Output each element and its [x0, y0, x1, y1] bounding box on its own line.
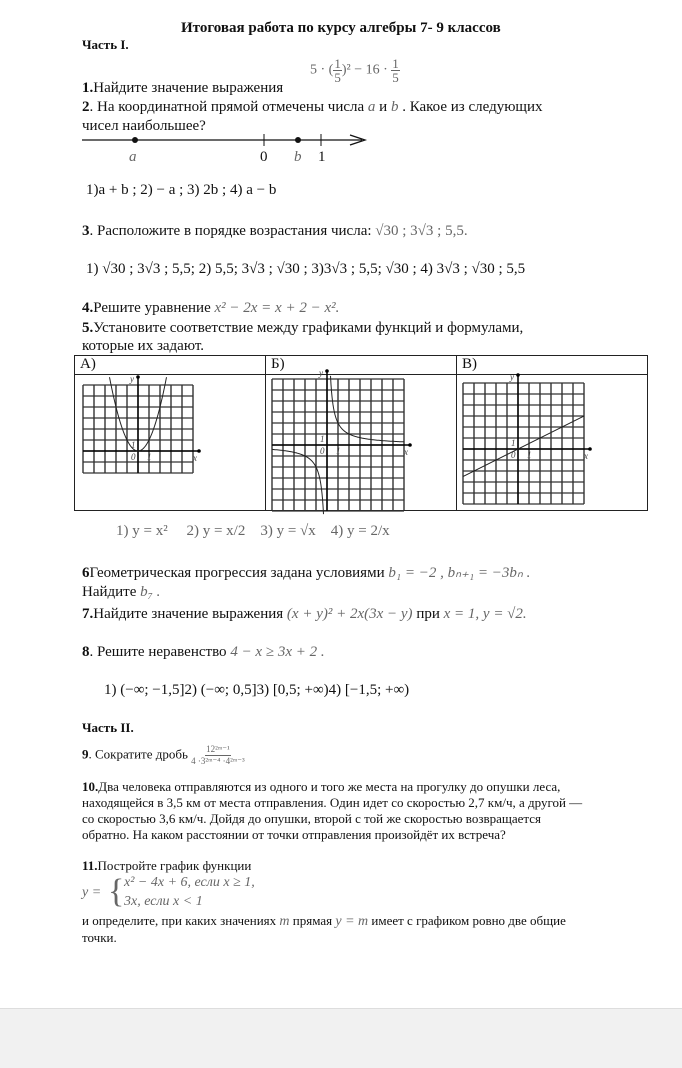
part-2-heading: Часть II. — [82, 720, 134, 735]
q11-case-1: x² − 4x + 6, если x ≥ 1, — [124, 875, 255, 890]
unit-x-label: 1 — [527, 450, 532, 460]
axis-label-1: 1 — [318, 149, 326, 165]
axis-label-a: a — [129, 149, 137, 165]
graph-header-b: Б) — [266, 356, 457, 375]
question-1: 1.Найдите значение выражения — [82, 80, 284, 96]
axis-label-b: b — [294, 149, 302, 165]
number-line — [80, 130, 380, 170]
question-5-line2: которые их задают. — [82, 338, 205, 354]
axis-arrow — [197, 449, 201, 453]
unit-y-label: 1 — [131, 440, 136, 450]
unit-x-label: 1 — [147, 452, 152, 462]
question-2-options: 1)a + b ; 2) − a ; 3) 2b ; 4) a − b — [86, 182, 277, 198]
question-10-line4: обратно. На каком расстоянии от точки отправления произойдёт их встреча? — [82, 827, 506, 842]
x-label: x — [584, 451, 588, 461]
question-11: 11.Постройте график функции — [82, 858, 252, 873]
x-label: x — [404, 447, 408, 457]
graph-header-v: В) — [457, 356, 648, 375]
question-2-line2: чисел наибольшее? — [82, 118, 206, 134]
question-11-line4: точки. — [82, 930, 117, 945]
axis-arrow — [136, 375, 140, 379]
question-10: 10.Два человека отправляются из одного и того же места на прогулку до опушки леса, — [82, 779, 561, 794]
y-label: y — [130, 374, 134, 384]
question-6-line2: Найдите b₇ . — [82, 584, 161, 600]
question-4: 4.Решите уравнение x² − 2x = x + 2 − x². — [82, 300, 340, 316]
question-3: 3. Расположите в порядке возрастания числа: √30 ; 3√3 ; 5,5. — [82, 223, 468, 239]
graph-line — [457, 372, 647, 505]
question-8: 8. Решите неравенство 4 − x ≥ 3x + 2 . — [82, 644, 325, 660]
unit-y-label: 1 — [511, 438, 516, 448]
graph-parabola — [75, 375, 265, 505]
axis-arrow — [325, 369, 329, 373]
question-9: 9. Сократите дробь $\frac{\text{12²ᵐ⁻¹}}{\text{4 ·3²ᵐ⁻⁴ ·4²ᵐ⁻³}}$ — [82, 744, 245, 766]
axis-label-0: 0 — [260, 149, 268, 165]
axis-arrow — [588, 447, 592, 451]
q5-formulas: 1) y = x² 2) y = x/2 3) y = √x 4) y = 2/x — [116, 523, 390, 539]
q1-expression: 5 · ( $\frac{1}{5}$ )² − 16 · $\frac{1}{5}$ — [310, 56, 399, 85]
x-label: x — [193, 453, 197, 463]
part-1-heading: Часть I. — [82, 37, 129, 52]
brace: { — [108, 873, 125, 910]
unit-y-label: 1 — [320, 434, 325, 444]
function-curve — [463, 416, 584, 477]
y-label: y — [510, 372, 514, 382]
question-11-line3: и определите, при каких значениях m прямая y = m имеет с графиком ровно две общие — [82, 913, 566, 929]
question-2: 2. На координатной прямой отмечены числа a и b . Какое из следующих — [82, 99, 543, 115]
graph-header-a: А) — [75, 356, 266, 375]
viewer-footer — [0, 1009, 682, 1068]
unit-x-label: 1 — [336, 446, 341, 456]
graphs-table — [74, 355, 648, 511]
axis-arrow — [516, 373, 520, 377]
question-8-options: 1) (−∞; −1,5]2) (−∞; 0,5]3) [0,5; +∞)4) [−1,5; +∞) — [104, 682, 410, 698]
document-title: Итоговая работа по курсу алгебры 7- 9 классов — [181, 20, 501, 36]
q11-case-2: 3x, если x < 1 — [124, 894, 203, 909]
axis-arrow — [408, 443, 412, 447]
graph-hyperbola — [266, 368, 456, 505]
origin-label: 0 — [320, 446, 325, 456]
question-7: 7.Найдите значение выражения (x + y)² + 2x(3x − y) при x = 1, y = √2. — [82, 606, 527, 622]
q11-y: y = — [82, 885, 102, 900]
y-label: y — [319, 368, 323, 378]
question-5: 5.Установите соответствие между графиками функций и формулами, — [82, 320, 524, 336]
origin-label: 0 — [131, 452, 136, 462]
question-10-line2: находящейся в 3,5 км от места отправления. Один идет со скоростью 2,7 км/ч, а другой — — [82, 795, 583, 810]
question-6: 6Геометрическая прогрессия задана условиями b₁ = −2 , bₙ₊₁ = −3bₙ . — [82, 565, 531, 581]
question-10-line3: со скоростью 3,6 км/ч. Дойдя до опушки, второй с той же скоростью возвращается — [82, 811, 541, 826]
question-3-options: 1) √30 ; 3√3 ; 5,5; 2) 5,5; 3√3 ; √30 ; 3)3√3 ; 5,5; √30 ; 4) 3√3 ; √30 ; 5,5 — [86, 261, 526, 277]
origin-label: 0 — [511, 450, 516, 460]
